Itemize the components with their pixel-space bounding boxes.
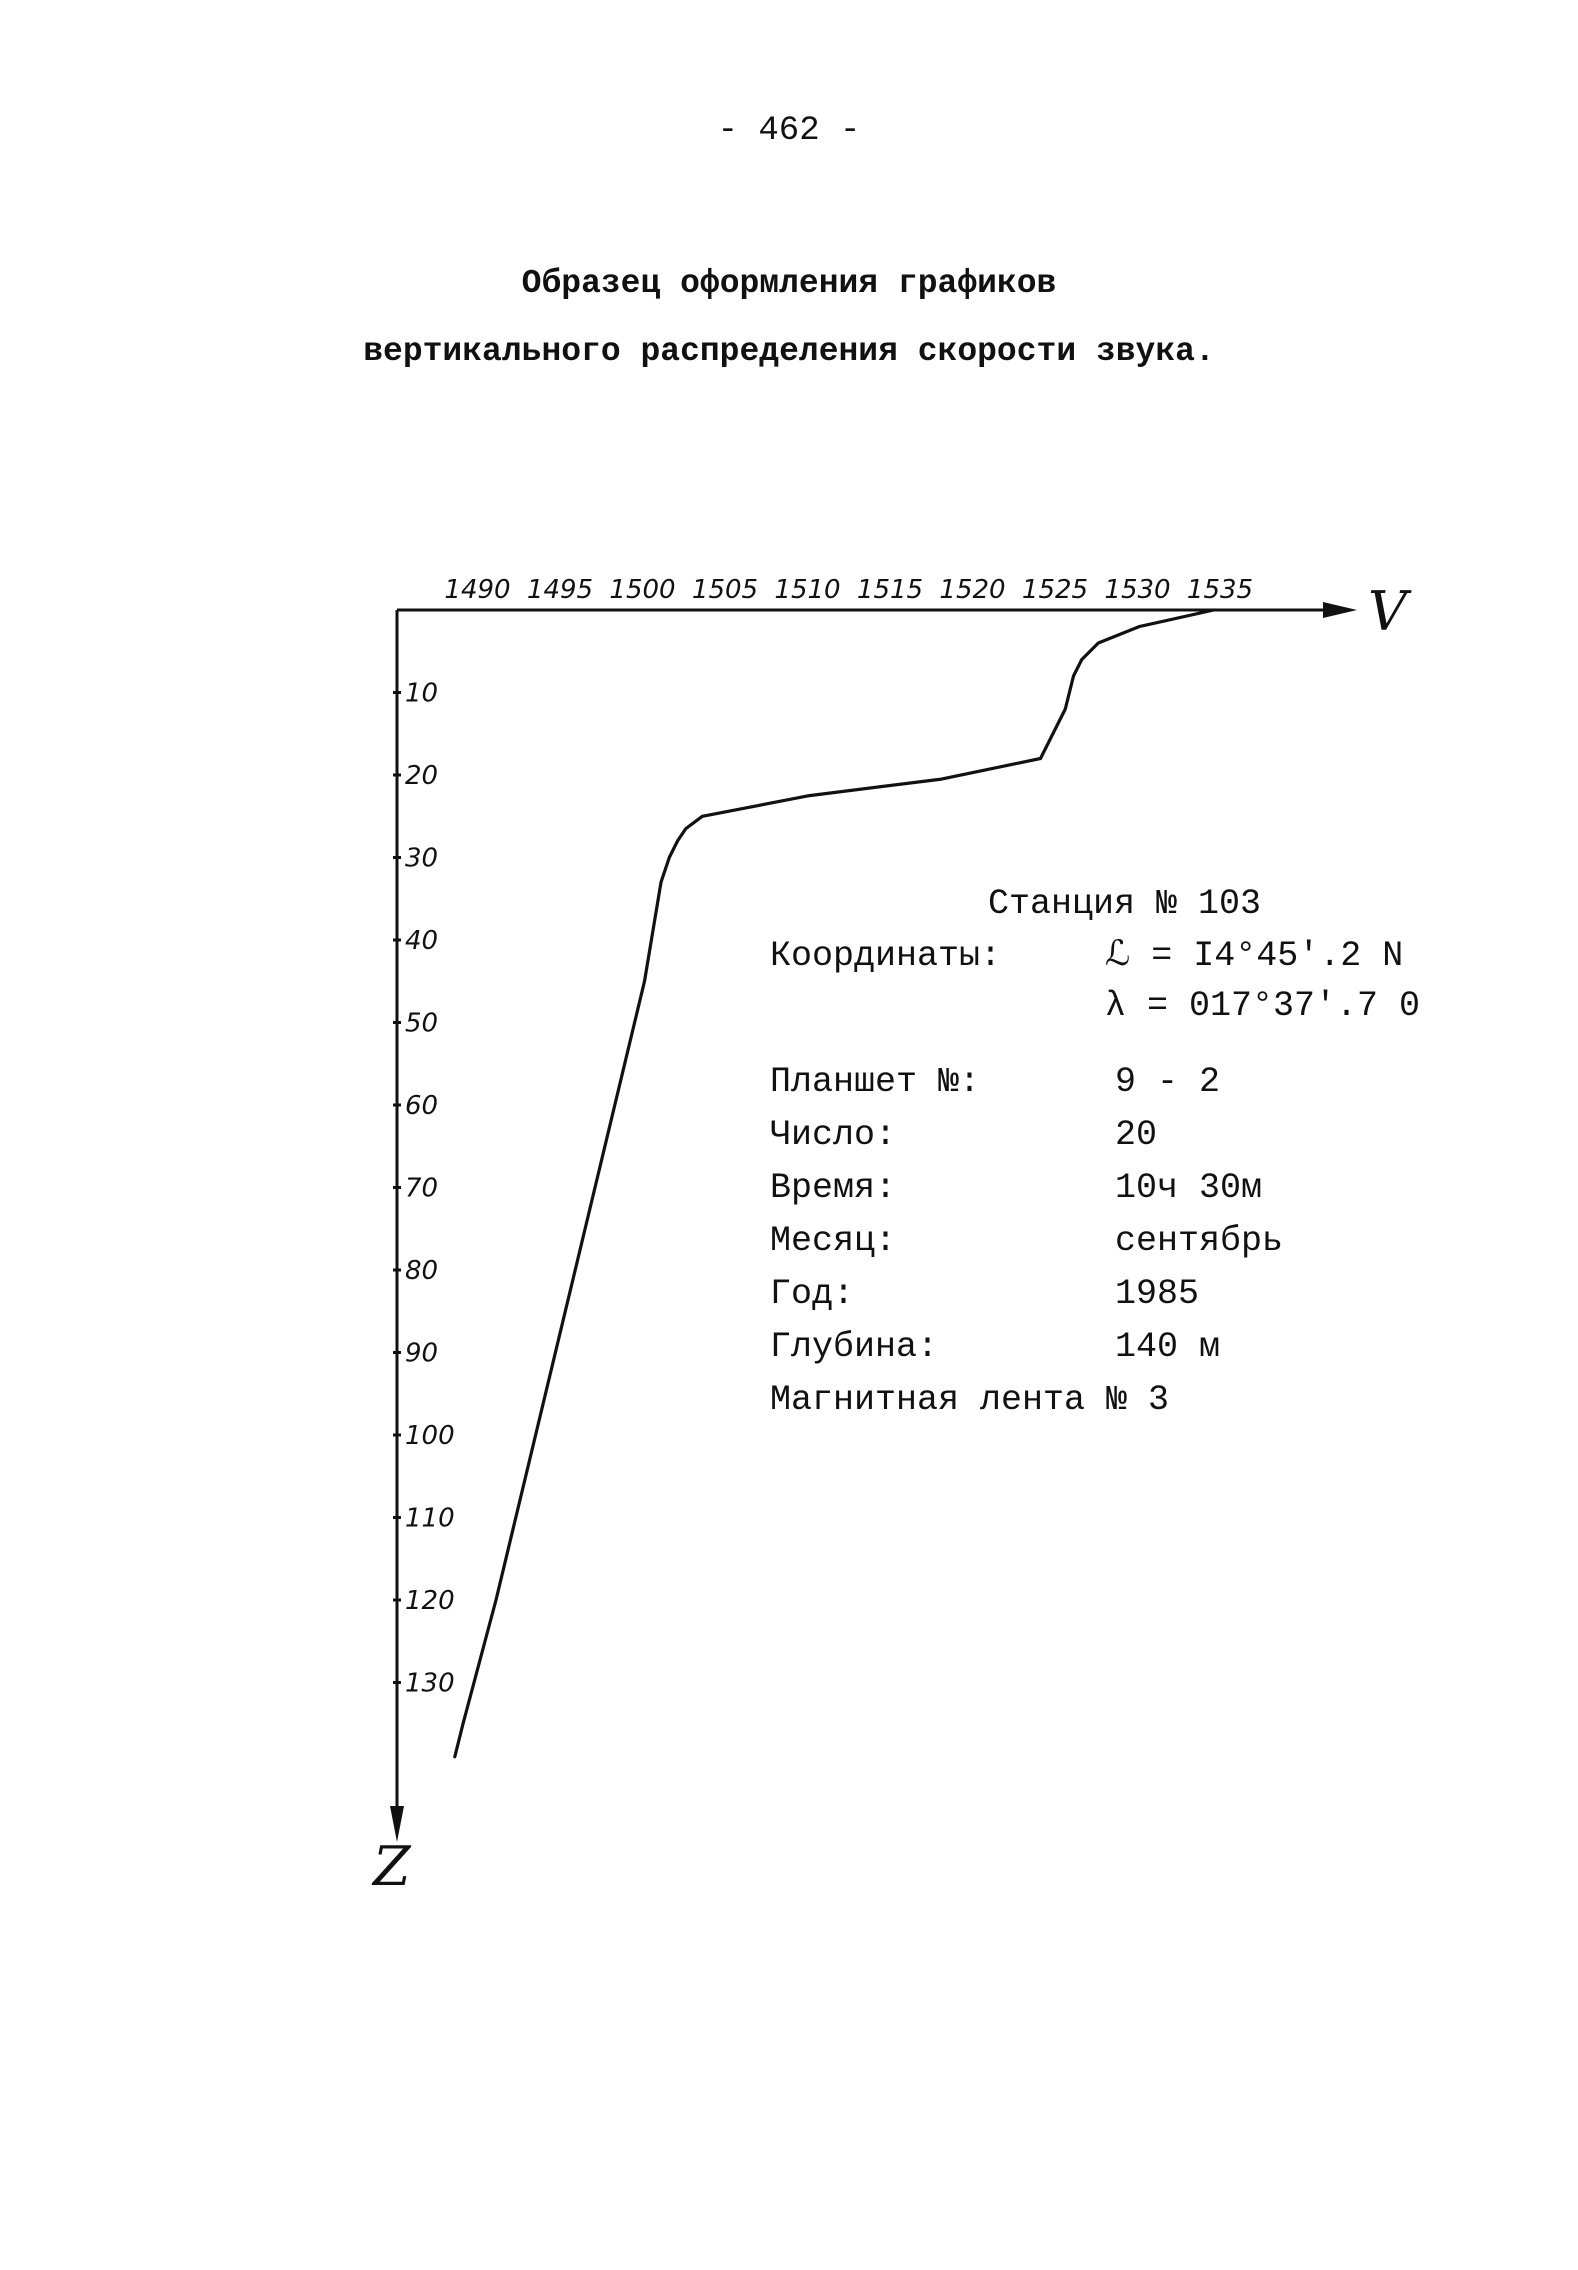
info-value: 9 - 2 [1115, 1062, 1221, 1102]
x-tick-label: 1510 [774, 575, 841, 605]
x-tick-label: 1495 [526, 575, 594, 605]
page-number: - 462 - [717, 112, 861, 150]
info-value: сентябрь [1115, 1221, 1284, 1261]
magnetic-tape-label: Магнитная лента № 3 [770, 1380, 1170, 1420]
x-tick-label: 1500 [609, 575, 676, 605]
y-tick-label: 100 [405, 1421, 455, 1451]
y-tick-label: 110 [405, 1503, 455, 1534]
x-tick-label: 1525 [1021, 575, 1089, 605]
y-tick-label: 10 [405, 678, 439, 709]
coordinate-latitude: ℒ = I4°45'.2 N [1105, 936, 1404, 976]
page-title-line-1: Образец оформления графиков [521, 265, 1057, 302]
y-tick-label: 30 [405, 843, 439, 874]
info-label: Год: [770, 1274, 855, 1314]
x-tick-label: 1490 [444, 575, 511, 605]
y-tick-label: 90 [405, 1338, 439, 1369]
y-tick-label: 60 [405, 1091, 439, 1121]
info-label: Глубина: [770, 1327, 939, 1367]
y-tick-label: 50 [405, 1008, 439, 1039]
y-tick-label: 130 [405, 1668, 455, 1699]
y-tick-label: 120 [405, 1586, 455, 1616]
coordinates-label: Координаты: [770, 936, 1002, 976]
info-label: Месяц: [770, 1221, 897, 1261]
info-label: Планшет №: [770, 1062, 981, 1102]
x-axis-arrow [1323, 602, 1357, 618]
y-tick-label: 40 [405, 926, 439, 956]
info-value: 20 [1115, 1115, 1158, 1155]
info-label: Время: [770, 1168, 897, 1208]
info-value: 1985 [1115, 1274, 1200, 1314]
info-label: Число: [770, 1115, 897, 1155]
x-tick-label: 1520 [939, 575, 1006, 605]
coordinate-longitude: λ = 017°37'.7 0 [1105, 986, 1421, 1026]
x-axis-label: V [1368, 580, 1407, 643]
y-tick-label: 70 [405, 1173, 439, 1204]
info-value: 10ч 30м [1115, 1168, 1263, 1208]
y-tick-label: 80 [405, 1256, 439, 1286]
x-tick-label: 1515 [856, 575, 924, 605]
x-tick-label: 1535 [1186, 575, 1254, 605]
y-tick-label: 20 [405, 761, 439, 791]
y-axis-label: Z [373, 1835, 411, 1898]
info-value: 140 м [1115, 1327, 1221, 1367]
x-tick-label: 1530 [1104, 575, 1171, 605]
page-title-line-2: вертикального распределения скорости звука. [363, 333, 1215, 370]
station-title: Станция № 103 [988, 884, 1262, 924]
x-tick-label: 1505 [691, 575, 759, 605]
